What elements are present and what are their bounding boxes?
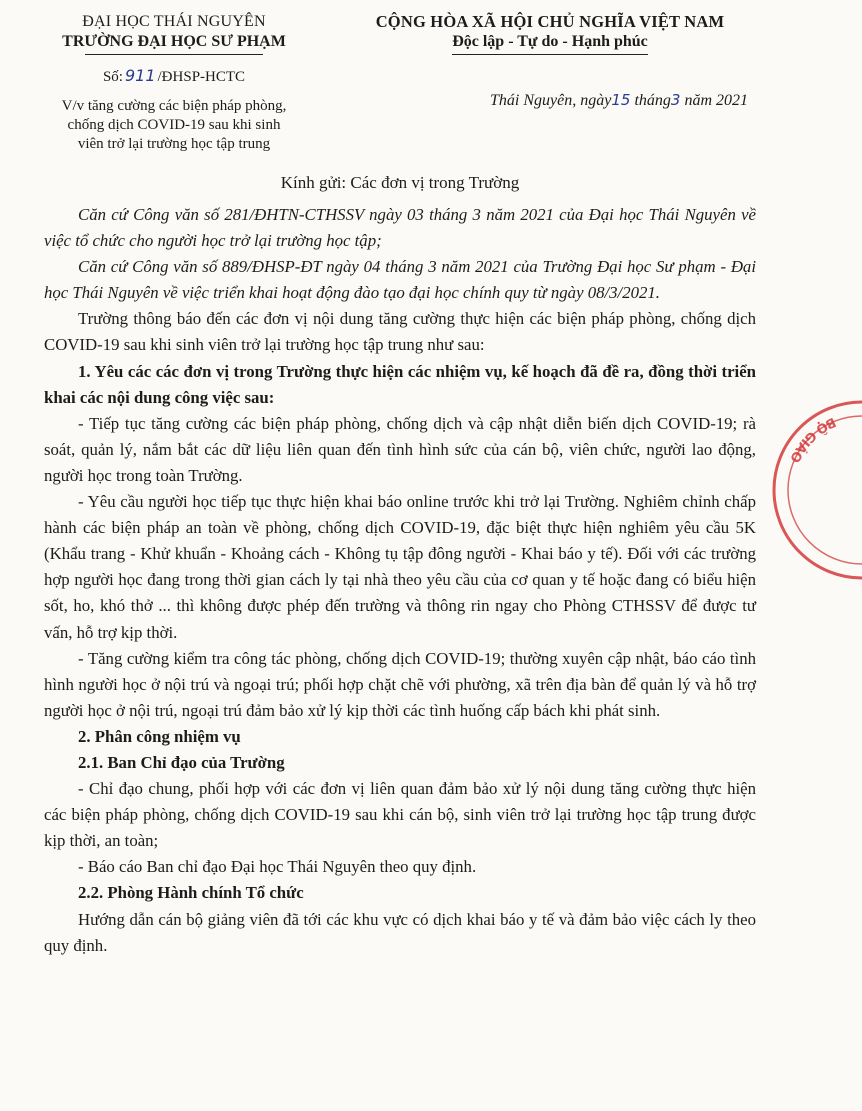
date-year: năm 2021 <box>680 92 748 109</box>
body-paragraph: - Tiếp tục tăng cường các biện pháp phòng, chống dịch và cập nhật diễn biến dịch COVID-19; rà soát, quản lý, nắm bắt các dữ liệu liên quan đến tình hình sức của cán bộ, viên chức, người lao động, người học trong toàn Trường. <box>44 413 756 485</box>
subject-line: viên trở lại trường học tập trung <box>77 136 271 152</box>
date-day-handwritten: 15 <box>611 91 631 109</box>
seal-text: BỘ GIÁO <box>786 413 838 465</box>
document-number-prefix: Số: <box>102 69 123 85</box>
body-paragraph: Căn cứ Công văn số 281/ĐHTN-CTHSSV ngày 03 tháng 3 năm 2021 của Đại học Thái Nguyên về việc tổ chức cho người học trở lại trường học tập; <box>44 205 756 251</box>
parent-organization: ĐẠI HỌC THÁI NGUYÊN <box>82 13 266 30</box>
national-motto: Độc lập - Tự do - Hạnh phúc <box>452 33 648 50</box>
document-number-suffix: /ĐHSP-HCTC <box>157 69 246 85</box>
section-heading: 2. Phân công nhiệm vụ <box>78 726 241 746</box>
nation-title: CỘNG HÒA XÃ HỘI CHỦ NGHĨA VIỆT NAM <box>375 12 725 31</box>
red-seal-stamp <box>762 390 862 590</box>
body-paragraph: - Chỉ đạo chung, phối hợp với các đơn vị liên quan đảm bảo xử lý nội dung tăng cường thực hiện các biện pháp phòng, chống dịch COVID-19 sau khi cán bộ, sinh viên trở lại trường học tập trung được kịp thời, an toàn; <box>44 779 756 851</box>
issuer-block <box>24 12 324 154</box>
subject-line: chống dịch COVID-19 sau khi sinh <box>67 117 281 133</box>
svg-text:BỘ GIÁO <box>786 414 838 465</box>
section-heading: 2.1. Ban Chỉ đạo của Trường <box>78 752 285 772</box>
body-paragraph: Căn cứ Công văn số 889/ĐHSP-ĐT ngày 04 tháng 3 năm 2021 của Trường Đại học Sư phạm - Đại học Thái Nguyên về việc triển khai hoạt động đào tạo đại học chính quy từ ngày 08/3/2021. <box>44 257 756 303</box>
body-paragraph: - Tăng cường kiểm tra công tác phòng, chống dịch COVID-19; thường xuyên cập nhật, báo cáo tình hình người học ở nội trú và ngoại trú; phối hợp chặt chẽ với phường, xã trên địa bàn để quản lý và hỗ trợ người học ở nội trú, ngoại trú đảm bảo xử lý kịp thời các tình huống cấp bách khi phát sinh. <box>44 648 756 720</box>
body-paragraph: - Yêu cầu người học tiếp tục thực hiện khai báo online trước khi trở lại Trường. Nghiêm chỉnh chấp hành các biện pháp an toàn về phòng, chống dịch COVID-19, đặc biệt thực hiện nghiêm yêu cầu 5K (Khẩu trang - Khử khuẩn - Khoảng cách - Không tụ tập đông người - Khai báo y tế). Đối với các trường hợp người học đang trong thời gian cách ly tại nhà theo yêu cầu của cơ quan y tế hoặc đang có biểu hiện sốt, ho, khó thở ... thì không được phép đến trường và thông rin ngay cho Phòng CTHSSV để được tư vấn, hỗ trợ kịp thời. <box>44 492 756 642</box>
document-body <box>44 202 756 959</box>
subject-summary <box>24 97 324 154</box>
date-month-handwritten: 3 <box>670 91 681 109</box>
issuing-organization: TRƯỜNG ĐẠI HỌC SƯ PHẠM <box>62 33 286 50</box>
section-heading: 1. Yêu các các đơn vị trong Trường thực hiện các nhiệm vụ, kế hoạch đã đề ra, đồng thời triển khai các nội dung công việc sau: <box>44 361 756 407</box>
body-paragraph: Hướng dẫn cán bộ giảng viên đã tới các khu vực có dịch khai báo y tế và đảm bảo việc cách ly theo quy định. <box>44 909 756 955</box>
date-month-word: tháng <box>630 92 671 109</box>
recipient-line: Kính gửi: Các đơn vị trong Trường <box>280 173 520 192</box>
section-heading: 2.2. Phòng Hành chính Tổ chức <box>78 883 304 903</box>
subject-line: V/v tăng cường các biện pháp phòng, <box>61 98 287 114</box>
place-and-date <box>322 90 778 111</box>
document-number <box>24 66 324 87</box>
body-paragraph: Trường thông báo đến các đơn vị nội dung tăng cường thực hiện các biện pháp phòng, chống dịch COVID-19 sau khi sinh viên trở lại trường học tập trung như sau: <box>44 309 756 355</box>
body-paragraph: - Báo cáo Ban chỉ đạo Đại học Thái Nguyên theo quy định. <box>78 857 477 877</box>
date-place: Thái Nguyên, ngày <box>490 92 612 109</box>
document-number-handwritten: 911 <box>124 66 156 85</box>
national-heading <box>322 12 778 111</box>
